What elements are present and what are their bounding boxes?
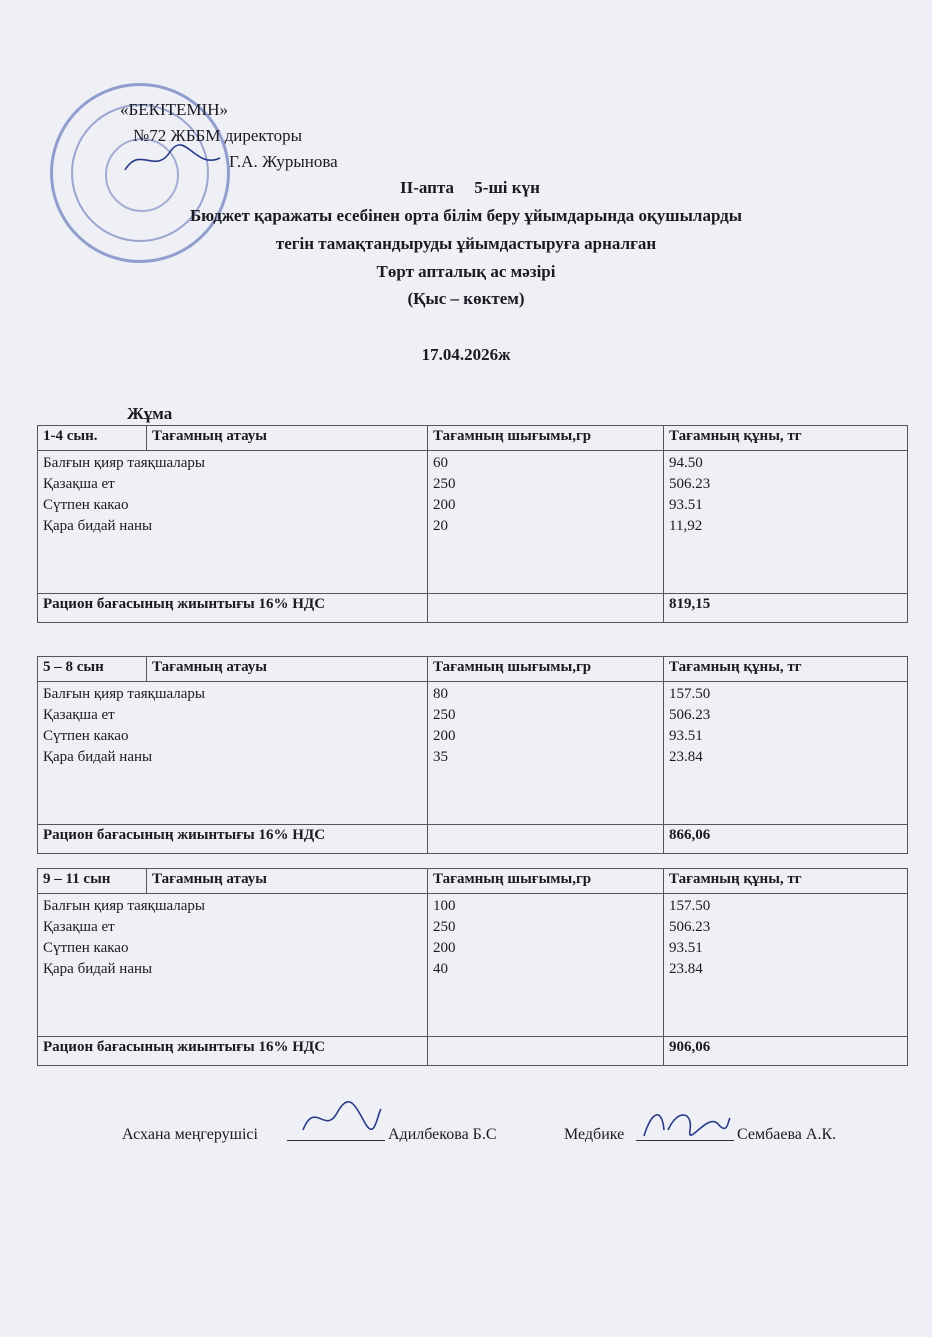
table-row — [38, 451, 908, 594]
total-row — [38, 825, 908, 854]
price-value: 506.23 — [669, 476, 711, 492]
dish-list — [38, 894, 428, 1037]
price-value: 93.51 — [669, 728, 703, 744]
col-yield: Тағамның шығымы,гр — [428, 657, 664, 682]
total-value: 906,06 — [664, 1037, 908, 1066]
class-label: 5 – 8 сын — [38, 657, 147, 682]
col-price: Тағамның құны, тг — [664, 657, 908, 682]
yield-value: 200 — [433, 940, 456, 956]
total-row — [38, 1037, 908, 1066]
total-label: Рацион бағасының жиынтығы 16% НДС — [38, 1037, 428, 1066]
approval-position: №72 ЖББМ директоры — [133, 126, 303, 145]
nurse-name: Сембаева А.К. — [737, 1126, 837, 1143]
week-number: ІІ-апта — [400, 178, 455, 197]
yield-list — [428, 682, 664, 825]
price-value: 11,92 — [669, 518, 703, 534]
class-label: 9 – 11 сын — [38, 869, 147, 894]
price-value: 94.50 — [669, 455, 703, 471]
yield-value: 60 — [433, 455, 448, 471]
table-row — [38, 894, 908, 1037]
price-list — [664, 894, 908, 1037]
director-signature — [120, 140, 230, 180]
class-label: 1-4 сын. — [38, 426, 147, 451]
total-empty-cell — [428, 1037, 664, 1066]
table-header-row — [38, 869, 908, 894]
price-value: 157.50 — [669, 686, 711, 702]
price-value: 93.51 — [669, 497, 703, 513]
menu-table-grades-5-8 — [37, 656, 908, 854]
nurse-signature — [638, 1100, 733, 1145]
title-line-1: Бюджет қаражаты есебінен орта білім беру ұйымдарында оқушыларды — [189, 206, 743, 225]
dish-item: Сүтпен какао — [43, 940, 129, 956]
price-value: 506.23 — [669, 707, 711, 723]
col-dish-name: Тағамның атауы — [147, 869, 428, 894]
total-empty-cell — [428, 825, 664, 854]
week-label — [400, 178, 540, 198]
price-value: 23.84 — [669, 961, 703, 977]
yield-value: 250 — [433, 707, 456, 723]
dish-item: Қазақша ет — [43, 476, 115, 492]
dish-item: Балғын қияр таяқшалары — [43, 455, 206, 471]
dish-item: Балғын қияр таяқшалары — [43, 686, 206, 702]
col-dish-name: Тағамның атауы — [147, 657, 428, 682]
total-label: Рацион бағасының жиынтығы 16% НДС — [38, 594, 428, 623]
yield-value: 200 — [433, 497, 456, 513]
price-value: 506.23 — [669, 919, 711, 935]
col-price: Тағамның құны, тг — [664, 869, 908, 894]
yield-value: 20 — [433, 518, 448, 534]
menu-date: 17.04.2026ж — [421, 345, 511, 364]
cook-signature-label: Асхана меңгерушісі — [122, 1126, 258, 1143]
dish-list — [38, 451, 428, 594]
dish-item: Сүтпен какао — [43, 497, 129, 513]
cook-name: Адилбекова Б.С — [388, 1126, 497, 1143]
table-row — [38, 682, 908, 825]
yield-value: 250 — [433, 476, 456, 492]
dish-item: Қазақша ет — [43, 919, 115, 935]
price-list — [664, 451, 908, 594]
yield-value: 100 — [433, 898, 456, 914]
title-line-3: Төрт апталық ас мәзірі — [376, 262, 556, 281]
table-header-row — [38, 657, 908, 682]
total-empty-cell — [428, 594, 664, 623]
col-yield: Тағамның шығымы,гр — [428, 426, 664, 451]
day-number: 5-ші күн — [474, 178, 540, 197]
dish-list — [38, 682, 428, 825]
price-value: 93.51 — [669, 940, 703, 956]
yield-value: 200 — [433, 728, 456, 744]
title-line-2: тегін тамақтандыруды ұйымдастыруға арналған — [275, 234, 657, 253]
table-header-row — [38, 426, 908, 451]
col-price: Тағамның құны, тг — [664, 426, 908, 451]
total-label: Рацион бағасының жиынтығы 16% НДС — [38, 825, 428, 854]
price-value: 23.84 — [669, 749, 703, 765]
dish-item: Сүтпен какао — [43, 728, 129, 744]
yield-list — [428, 451, 664, 594]
title-season: (Қыс – көктем) — [407, 289, 525, 308]
dish-item: Балғын қияр таяқшалары — [43, 898, 206, 914]
yield-list — [428, 894, 664, 1037]
dish-item: Қара бидай наны — [43, 961, 153, 977]
nurse-signature-label: Медбике — [564, 1126, 625, 1143]
yield-value: 250 — [433, 919, 456, 935]
approval-heading: «БЕКІТЕМІН» — [120, 100, 228, 119]
total-value: 819,15 — [664, 594, 908, 623]
price-list — [664, 682, 908, 825]
yield-value: 35 — [433, 749, 448, 765]
dish-item: Қара бидай наны — [43, 749, 153, 765]
director-name: Г.А. Журынова — [229, 152, 338, 171]
yield-value: 80 — [433, 686, 448, 702]
dish-item: Қазақша ет — [43, 707, 115, 723]
weekday: Жұма — [127, 404, 173, 423]
col-dish-name: Тағамның атауы — [147, 426, 428, 451]
menu-table-grades-9-11 — [37, 868, 908, 1066]
menu-table-grades-1-4 — [37, 425, 908, 623]
total-row — [38, 594, 908, 623]
total-value: 866,06 — [664, 825, 908, 854]
price-value: 157.50 — [669, 898, 711, 914]
cook-signature — [295, 1095, 385, 1140]
col-yield: Тағамның шығымы,гр — [428, 869, 664, 894]
dish-item: Қара бидай наны — [43, 518, 153, 534]
yield-value: 40 — [433, 961, 448, 977]
